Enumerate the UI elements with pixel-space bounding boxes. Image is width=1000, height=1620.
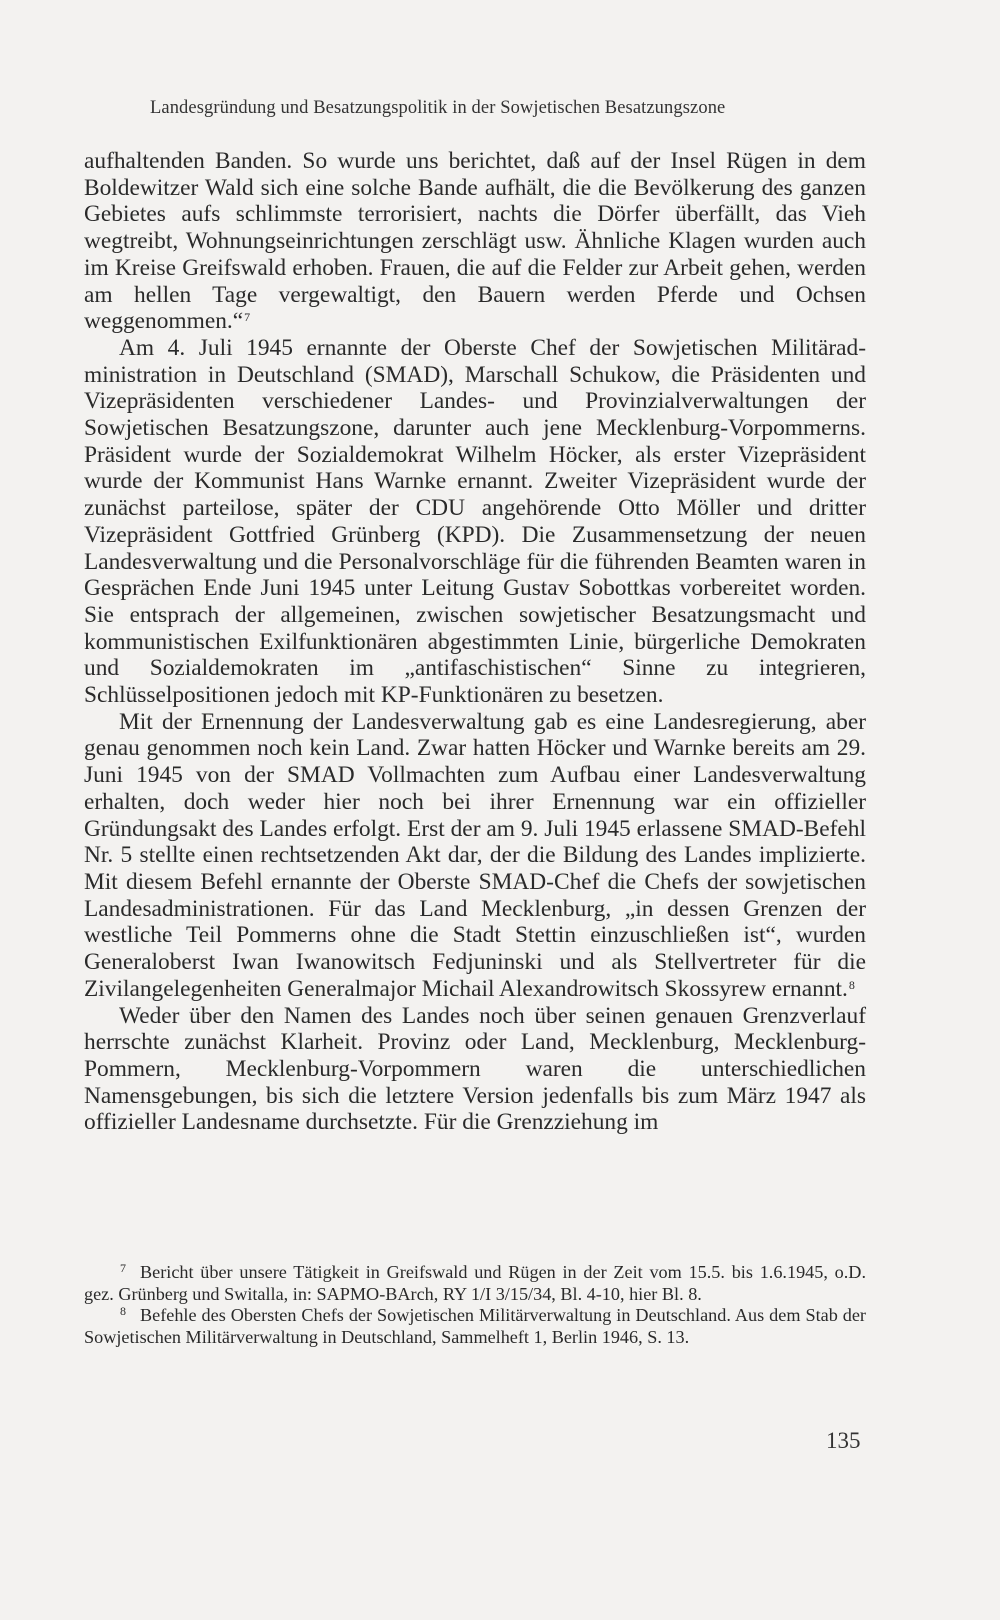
footnote-7 <box>84 1262 866 1305</box>
footnote-text: Bericht über unsere Tätigkeit in Greifswald und Rügen in der Zeit vom 15.5. bis 1.6.1945, o.D. gez. Grünberg und Switalla, in: SAPMO-BArch, RY 1/I 3/15/34, Bl. 4-10, hier Bl. 8. <box>84 1262 866 1304</box>
footnote-number: 7 <box>120 1261 126 1275</box>
running-header: Landesgründung und Besatzungspolitik in der Sowjetischen Besatzungszone <box>150 98 726 118</box>
paragraph-1 <box>84 148 866 335</box>
footnote-text: Befehle des Obersten Chefs der Sowjetischen Militärverwaltung in Deutschland. Aus dem Stab der Sowjetischen Militärverwaltung in Deutschland, Sammelheft 1, Berlin 1946, S. 13. <box>84 1305 866 1347</box>
main-text <box>84 148 866 1136</box>
paragraph-3 <box>84 709 866 1003</box>
paragraph-3-text: Mit der Ernennung der Landesverwaltung gab es eine Landesregierung, aber genau genommen noch kein Land. Zwar hatten Höcker und Warnke bereits am 29. Juni 1945 von der SMAD Vollmachten zum Aufbau einer Landesverwaltung erhalten, doch weder hier noch bei ihrer Ernennung war ein offizieller Gründungsakt des Landes erfolgt. Erst der am 9. Juli 1945 erlassene SMAD-Befehl Nr. 5 stellte einen rechtsetzenden Akt dar, der die Bildung des Landes implizierte. Mit diesem Befehl ernannte der Oberste SMAD-Chef die Chefs der sowjetischen Landesadministrationen. Für das Land Mecklenburg, „in dessen Grenzen der westliche Teil Pommerns ohne die Stadt Stettin einzuschließen ist“, wurden Generaloberst Iwan Iwanowitsch Fedjuninski und als Stellvertreter für die Zivilangelegenheiten Generalmajor Michail Alexandrowitsch Skossyrew ernannt. <box>84 708 866 1002</box>
footnote-8 <box>84 1305 866 1348</box>
footnote-ref-8[interactable]: 8 <box>848 977 855 992</box>
paragraph-1-text: aufhaltenden Banden. So wurde uns berichtet, daß auf der Insel Rügen in dem Boldewitzer Wald sich eine solche Bande aufhält, die die Bevölkerung des ganzen Gebietes aufs schlimmste terrorisiert, nachts die Dörfer überfällt, das Vieh wegtreibt, Wohnungseinrichtungen zerschlägt usw. Ähnliche Klagen wurden auch im Kreise Greifswald erhoben. Frauen, die auf die Felder zur Arbeit gehen, werden am hellen Tage vergewaltigt, den Bauern werden Pferde und Ochsen weggenommen.“ <box>84 148 866 335</box>
paragraph-2: Am 4. Juli 1945 ernannte der Oberste Chef der Sowjetischen Militäradministration in Deutschland (SMAD), Marschall Schukow, die Präsidenten und Vizepräsidenten verschiedener Landes- und Provinzialverwaltungen der Sowjetischen Besatzungszone, darunter auch jene Mecklenburg-Vorpommerns. Präsident wurde der Sozialdemokrat Wilhelm Höcker, als erster Vizepräsident wurde der Kommunist Hans Warnke ernannt. Zweiter Vizepräsident wurde der zunächst parteilose, später der CDU angehörende Otto Möller und dritter Vizepräsident Gottfried Grünberg (KPD). Die Zusammensetzung der neuen Landesverwaltung und die Personalvorschläge für die führenden Beamten waren in Gesprächen Ende Juni 1945 unter Leitung Gustav Sobottkas vorbereitet worden. Sie entsprach der allgemeinen, zwischen sowjetischer Besatzungsmacht und kommunistischen Exilfunktionären abgestimmten Linie, bürgerliche Demokraten und Sozialdemokraten im „antifaschistischen“ Sinne zu integrieren, Schlüsselpositionen jedoch mit KP-Funktionären zu besetzen. <box>84 334 866 709</box>
footnotes <box>84 1262 866 1348</box>
footnote-ref-7[interactable]: 7 <box>244 310 251 325</box>
page-number: 135 <box>826 1428 861 1453</box>
footnote-number: 8 <box>120 1304 126 1318</box>
paragraph-4: Weder über den Namen des Landes noch über seinen genauen Grenzverlauf herrschte zunächst Klarheit. Provinz oder Land, Mecklenburg, Mecklenburg-Pommern, Mecklenburg-Vorpommern waren die unterschiedlichen Namensgebungen, bis sich die letztere Version jedenfalls bis zum März 1947 als offizieller Landesname durchsetzte. Für die Grenzziehung im <box>84 1002 866 1136</box>
